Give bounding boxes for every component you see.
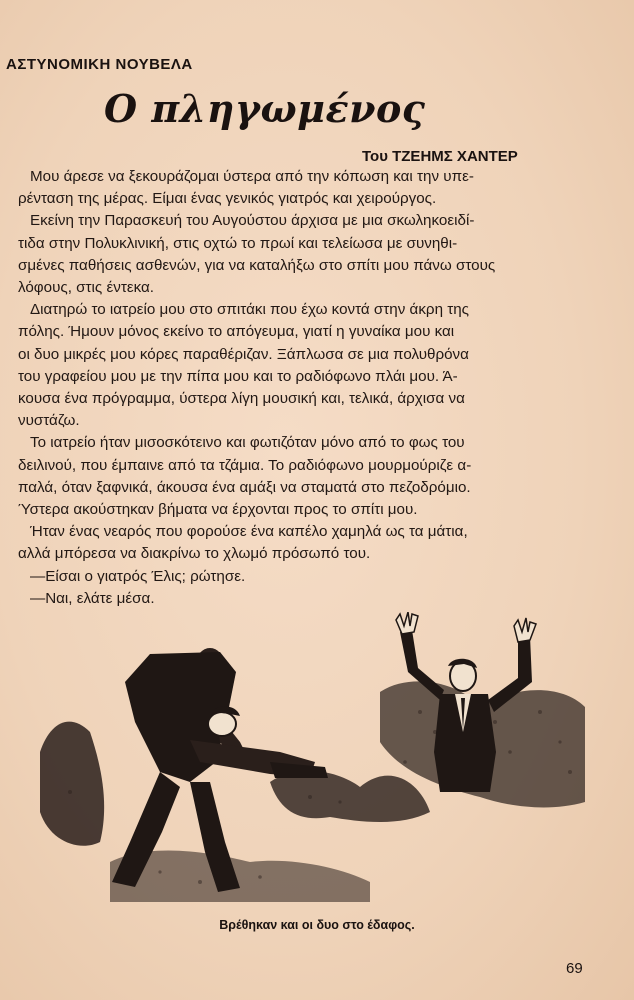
- text-line: παλά, όταν ξαφνικά, άκουσα ένα αμάξι να σταματά στο πεζοδρόμιο.: [18, 478, 471, 496]
- author-byline: Του ΤΖΕΗΜΣ ΧΑΝΤΕΡ: [362, 148, 518, 165]
- section-label: ΑΣΤΥΝΟΜΙΚΗ ΝΟΥΒΕΛΑ: [6, 56, 193, 73]
- text-line: νυστάζω.: [18, 412, 80, 430]
- text-line: πόλης. Ήμουν μόνος εκείνο το απόγευμα, γιατί η γυναίκα μου και: [18, 323, 455, 341]
- text-line: Ήταν ένας νεαρός που φορούσε ένα καπέλο χαμηλά ως τα μάτια,: [30, 523, 468, 541]
- text-line: του γραφείου μου με την πίπα μου και το ραδιόφωνο πλάι μου. Ά-: [18, 367, 458, 385]
- text-line: —Ναι, ελάτε μέσα.: [30, 589, 155, 607]
- illustration-caption: Βρέθηκαν και οι δυο στο έδαφος.: [219, 918, 415, 932]
- text-line: ρένταση της μέρας. Είμαι ένας γενικός γιατρός και χειρούργος.: [18, 190, 437, 208]
- text-line: Το ιατρείο ήταν μισοσκότεινο και φωτιζόταν μόνο από το φως του: [30, 434, 465, 452]
- story-title: Ο πληγωμένος: [104, 86, 426, 131]
- text-line: —Είσαι ο γιατρός Έλις; ρώτησε.: [30, 567, 246, 585]
- text-line: τιδα στην Πολυκλινική, στις οχτώ το πρωί και τελείωσα με συνηθι-: [18, 234, 458, 252]
- page-number: 69: [566, 960, 583, 977]
- text-line: κουσα ένα πρόγραμμα, ύστερα λίγη μουσική και, τελικά, άρχισα να: [18, 390, 465, 408]
- story-body: [18, 166, 564, 610]
- text-line: οι δυο μικρές μου κόρες παραθέριζαν. Ξάπλωσα σε μια πολυθρόνα: [18, 345, 469, 363]
- text-line: Μου άρεσε να ξεκουράζομαι ύστερα από την κόπωση και την υπε-: [30, 168, 474, 185]
- text-line: σμένες παθήσεις ασθενών, για να καταλήξω στο σπίτι μου πάνω στους: [18, 256, 496, 274]
- text-line: λόφους, στις έντεκα.: [18, 279, 154, 297]
- text-line: Εκείνη την Παρασκευή του Αυγούστου άρχισα με μια σκωληκοειδί-: [30, 212, 475, 230]
- text-line: Διατηρώ το ιατρείο μου στο σπιτάκι που έχω κοντά στην άκρη της: [30, 301, 469, 319]
- story-illustration: [40, 612, 590, 912]
- text-line: δειλινού, που έμπαινε από τα τζάμια. Το ραδιόφωνο μουρμούριζε α-: [18, 456, 472, 474]
- text-line: Ύστερα ακούστηκαν βήματα να έρχονται προς το σπίτι μου.: [18, 501, 418, 519]
- text-line: αλλά μπόρεσα να διακρίνω το χλωμό πρόσωπό του.: [18, 545, 371, 563]
